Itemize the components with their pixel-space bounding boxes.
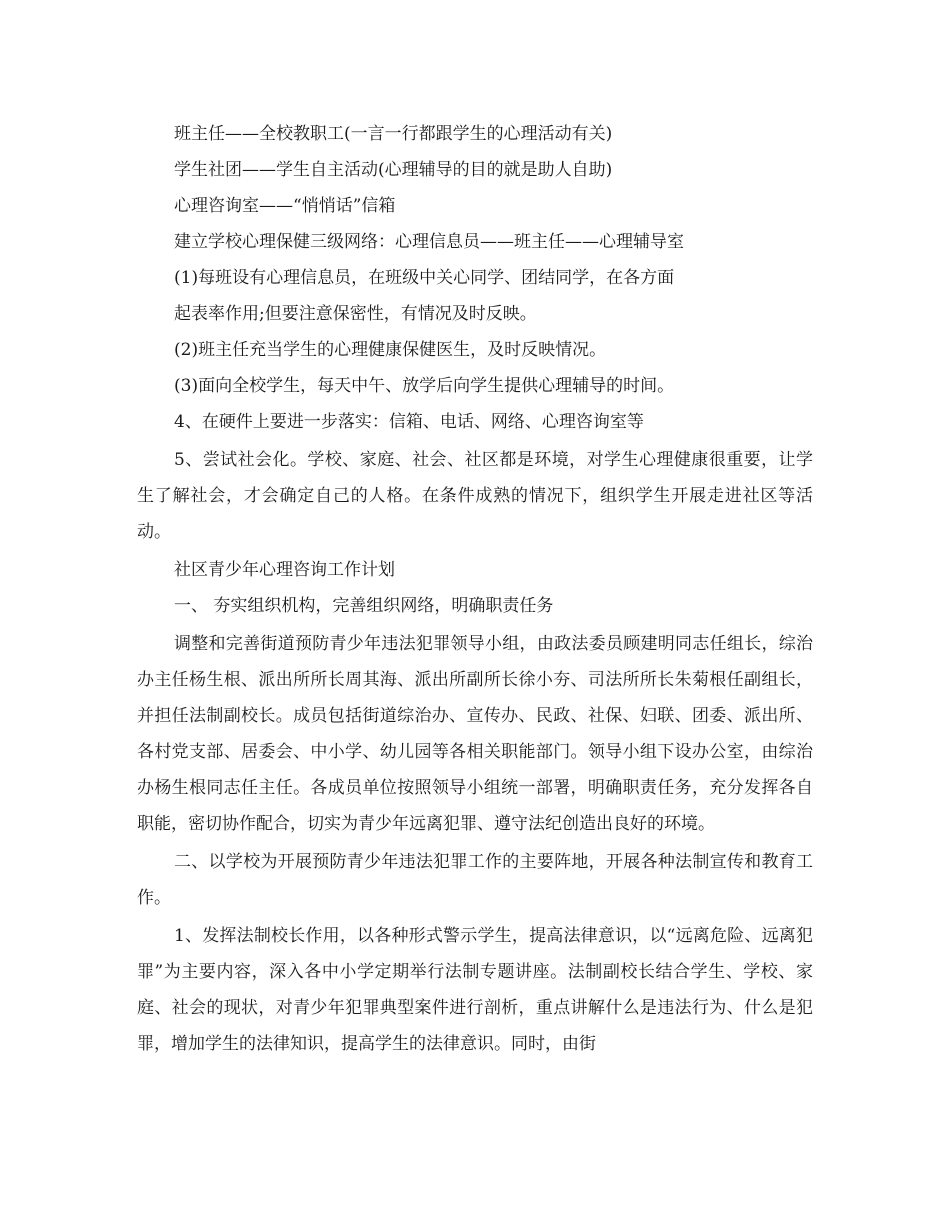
- line-three-level-network: 建立学校心理保健三级网络：心理信息员——班主任——心理辅导室: [174, 232, 684, 252]
- paragraph-legal-principal: 1、发挥法制校长作用，以各种形式警示学生，提高法律意识，以“远离危险、远离犯罪”为主要内容，深入各中小学定期举行法制专题讲座。法制副校长结合学生、学校、家庭、社会的现状，对青少年犯罪典型案件进行剖析，重点讲解什么是违法行为、什么是犯罪，增加学生的法律知识，提高学生的法律意识。同时，由街: [137, 926, 813, 1054]
- heading-section-1: 一、 夯实组织机构，完善组织网络，明确职责任务: [174, 596, 554, 616]
- line-item-3: (3)面向全校学生，每天中午、放学后向学生提供心理辅导的时间。: [174, 376, 675, 396]
- line-class-teacher: 班主任——全校教职工(一言一行都跟学生的心理活动有关): [174, 124, 613, 144]
- line-item-1-cont: 起表率作用;但要注意保密性，有情况及时反映。: [174, 304, 537, 324]
- line-item-1: (1)每班设有心理信息员，在班级中关心同学、团结同学，在各方面: [174, 268, 675, 288]
- line-hardware: 4、在硬件上要进一步落实：信箱、电话、网络、心理咨询室等: [174, 412, 644, 432]
- paragraph-leadership-group: 调整和完善街道预防青少年违法犯罪领导小组，由政法委员顾建明同志任组长，综治办主任杨生根、派出所所长周其海、派出所副所长徐小夯、司法所所长朱菊根任副组长，并担任法制副校长。成员包括街道综治办、宣传办、民政、社保、妇联、团委、派出所、各村党支部、居委会、中小学、幼儿园等各相关职能部门。领导小组下设办公室，由综治办杨生根同志任主任。各成员单位按照领导小组统一部署，明确职责任务，充分发挥各自职能，密切协作配合，切实为青少年远离犯罪、遵守法纪创造出良好的环境。: [137, 634, 813, 834]
- line-counseling-room: 心理咨询室——“悄悄话”信箱: [174, 196, 396, 216]
- paragraph-socialization: 5、尝试社会化。学校、家庭、社会、社区都是环境，对学生心理健康很重要，让学生了解社会，才会确定自己的人格。在条件成熟的情况下，组织学生开展走进社区等活动。: [137, 450, 813, 542]
- line-student-clubs: 学生社团——学生自主活动(心理辅导的目的就是助人自助): [174, 160, 613, 180]
- heading-section-2: 二、以学校为开展预防青少年违法犯罪工作的主要阵地，开展各种法制宣传和教育工作。: [137, 852, 813, 908]
- section-title-plan: 社区青少年心理咨询工作计划: [174, 560, 395, 580]
- line-item-2: (2)班主任充当学生的心理健康保健医生，及时反映情况。: [174, 340, 607, 360]
- document-body: [137, 116, 813, 1062]
